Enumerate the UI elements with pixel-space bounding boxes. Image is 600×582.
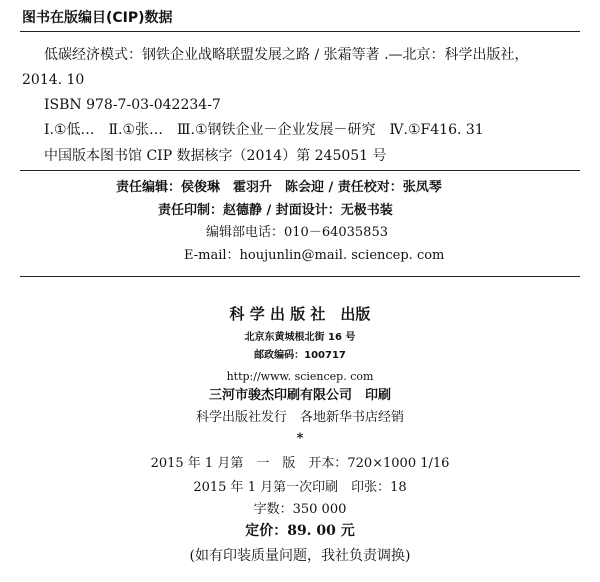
publisher-line: 科 学 出 版 社 出版 — [229, 305, 371, 323]
price-line: 定价：89. 00 元 — [245, 523, 355, 539]
publisher-address: 北京东黄城根北街 16 号 — [244, 332, 356, 343]
printer-line: 三河市骏杰印刷有限公司 印刷 — [208, 388, 391, 403]
credits-phone: 编辑部电话：010－64035853 — [206, 225, 388, 240]
cip-title-line1: 低碳经济模式：钢铁企业战略联盟发展之路 / 张霜等著 .—北京：科学出版社， — [44, 47, 529, 63]
words-line: 字数：350 000 — [253, 502, 347, 517]
credits-email: E-mail：houjunlin@mail. sciencep. com — [184, 248, 445, 263]
lower-rule — [20, 276, 580, 277]
cip-title-line2: 2014. 10 — [22, 72, 85, 88]
credits-print: 责任印制：赵德静 / 封面设计：无极书装 — [158, 203, 393, 218]
credits-editors: 责任编辑：侯俊琳 霍羽升 陈会迎 / 责任校对：张凤琴 — [116, 180, 442, 195]
separator-star: * — [296, 431, 304, 446]
quality-note: (如有印装质量问题，我社负责调换) — [189, 548, 411, 564]
edition-line: 2015 年 1 月第 一 版 开本：720×1000 1/16 — [150, 456, 450, 471]
cip-classification: Ⅰ.①低… Ⅱ.①张… Ⅲ.①钢铁企业－企业发展－研究 Ⅳ.①F416. 31 — [44, 122, 484, 138]
top-rule — [20, 31, 580, 32]
distribution-line: 科学出版社发行 各地新华书店经销 — [195, 410, 404, 425]
cip-heading: 图书在版编目(CIP)数据 — [22, 10, 173, 26]
cip-number: 中国版本图书馆 CIP 数据核字（2014）第 245051 号 — [44, 148, 387, 164]
printing-line: 2015 年 1 月第一次印刷 印张：18 — [193, 480, 407, 495]
middle-rule — [20, 170, 580, 171]
website: http://www. sciencep. com — [226, 370, 374, 383]
postcode: 邮政编码：100717 — [254, 350, 346, 361]
cip-isbn: ISBN 978-7-03-042234-7 — [44, 97, 221, 113]
